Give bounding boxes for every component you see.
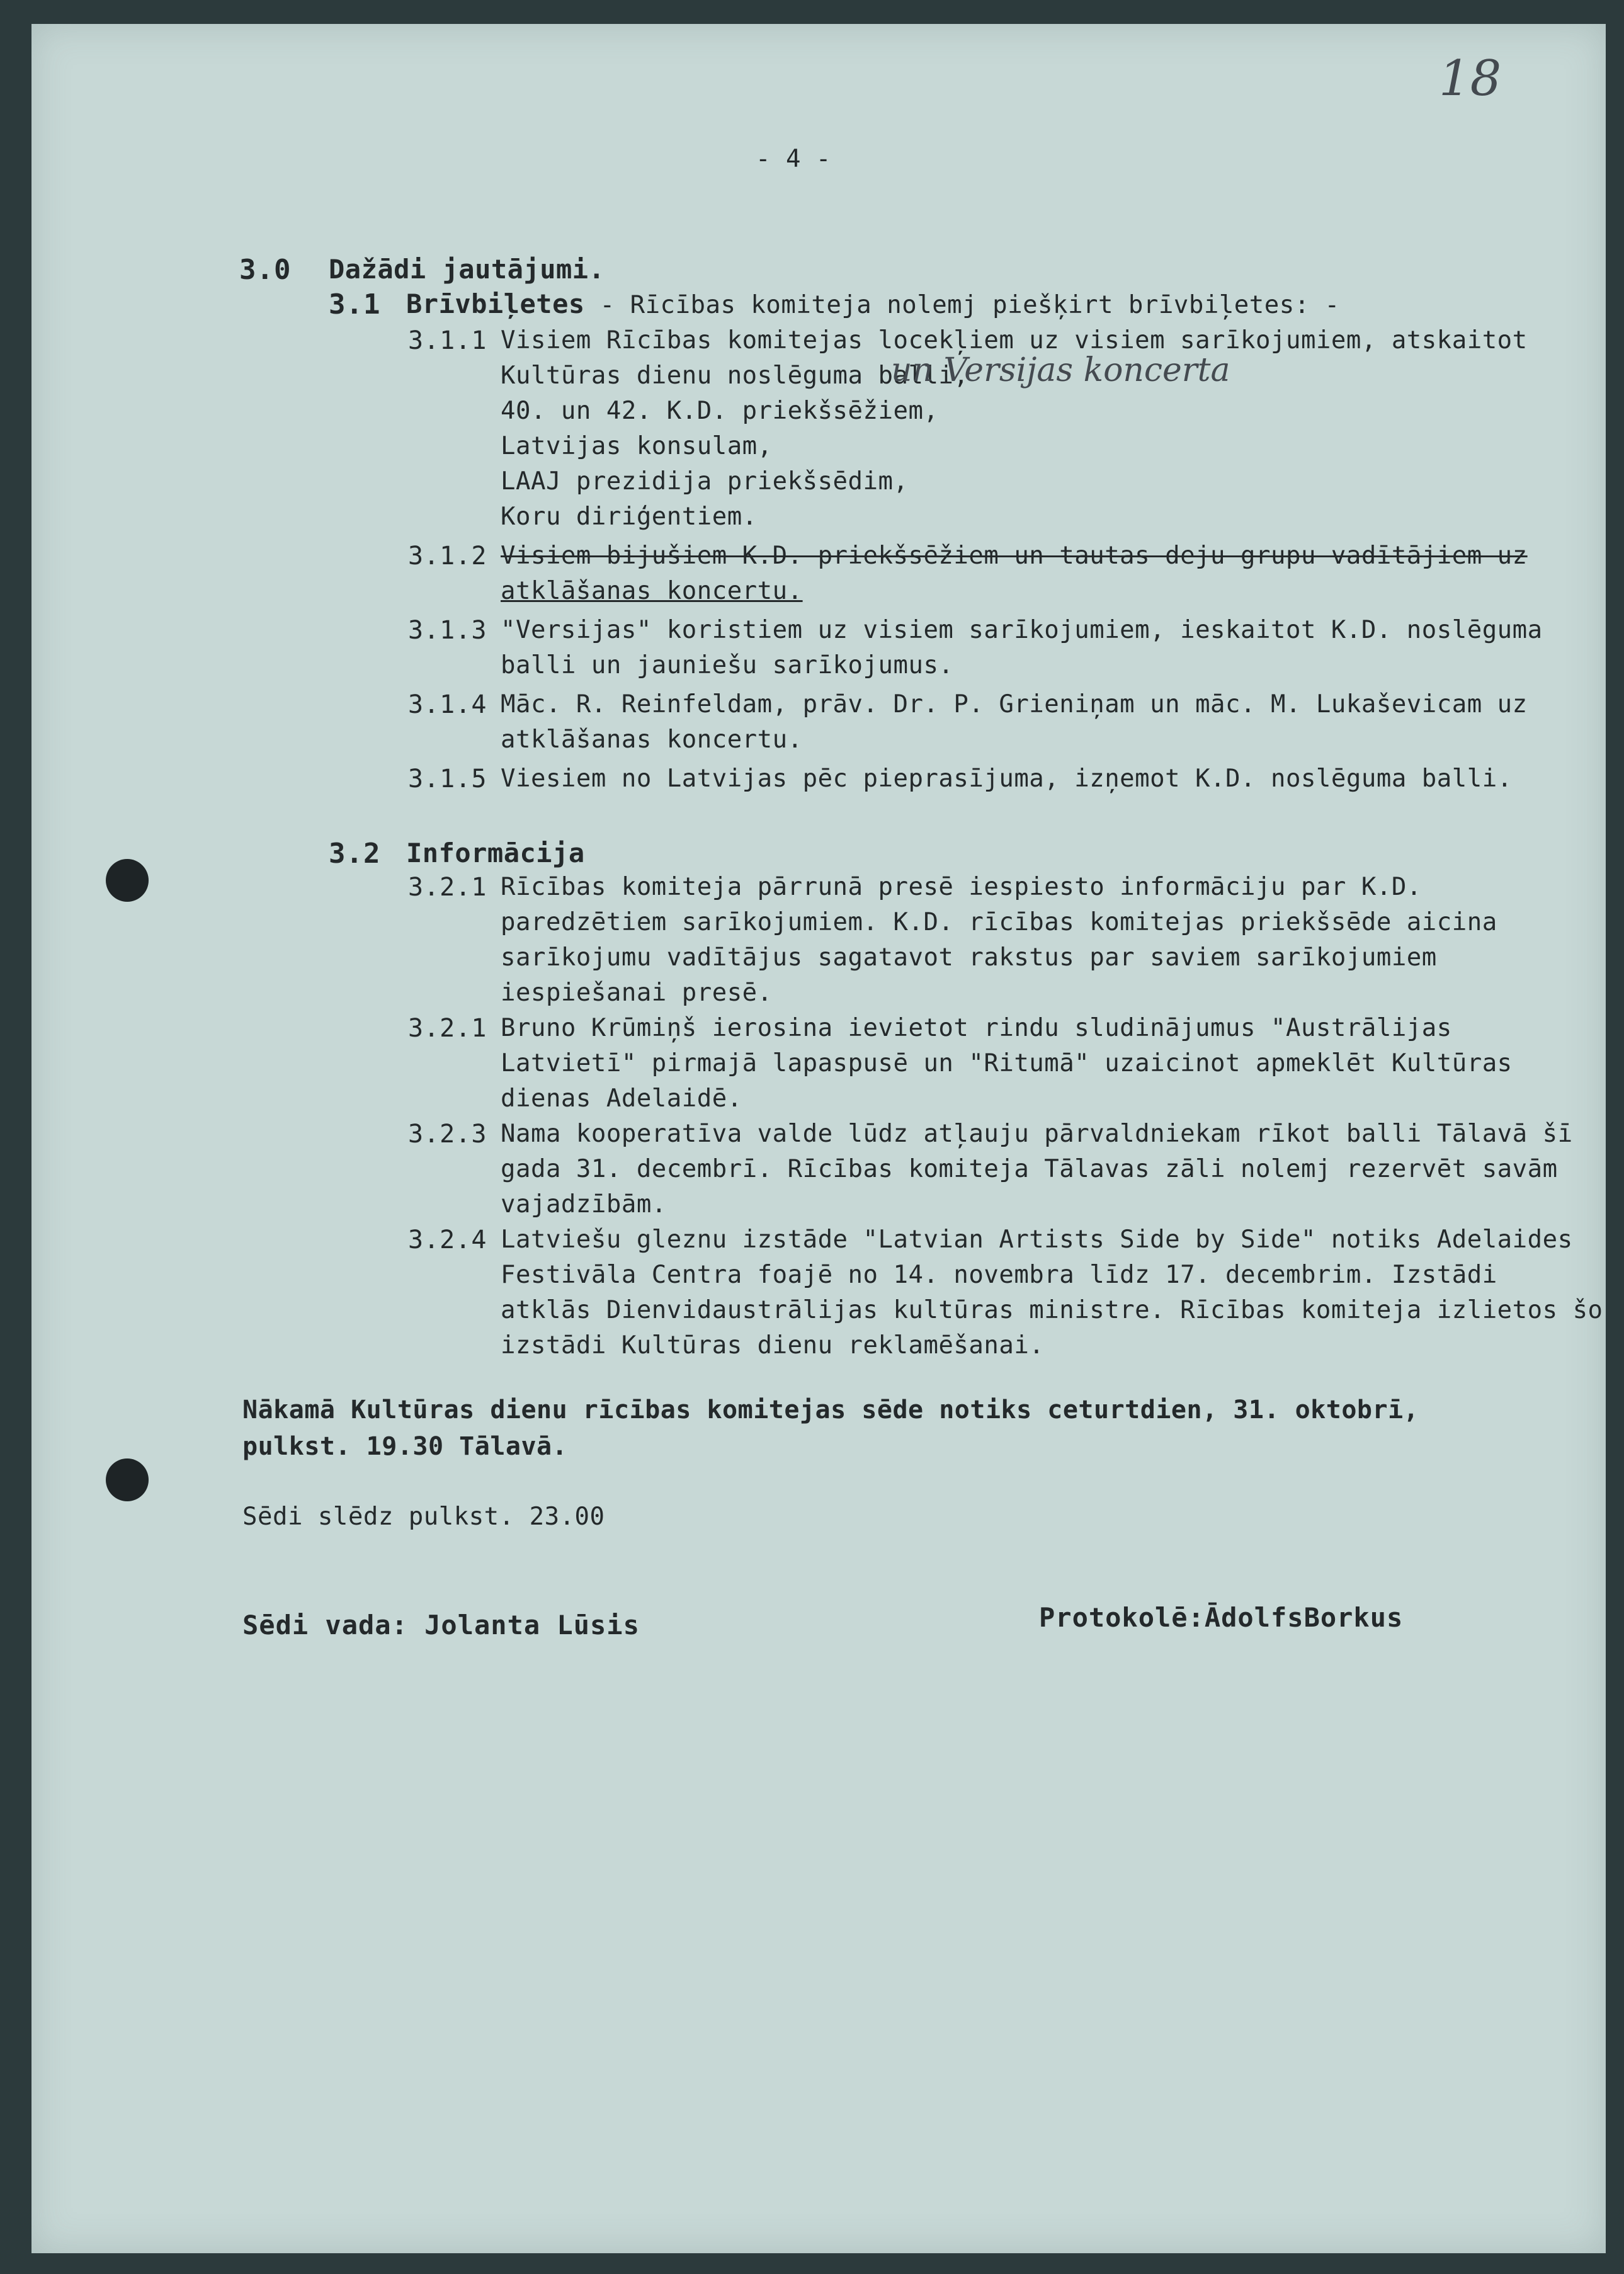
item-line: Latvietī" pirmajā lapaspusē un "Ritumā" uzaicinot apmeklēt Kultūras bbox=[501, 1049, 1513, 1077]
item-line: izstādi Kultūras dienu reklamēšanai. bbox=[501, 1331, 1045, 1360]
item-number: 3.2.1 bbox=[408, 1014, 487, 1043]
item-number: 3.2.1 bbox=[408, 873, 487, 902]
item-line: gada 31. decembrī. Rīcības komiteja Tālavas zāli nolemj rezervēt savām bbox=[501, 1155, 1558, 1183]
chair-line: Sēdi vada: Jolanta Lūsis bbox=[242, 1610, 640, 1640]
item-line: Nama kooperatīva valde lūdz atļauju pārvaldniekam rīkot balli Tālavā šī bbox=[501, 1120, 1573, 1148]
item-line: Kultūras dienu noslēguma balli, bbox=[501, 361, 969, 390]
item-line: LAAJ prezidija priekšsēdim, bbox=[501, 467, 909, 496]
handwritten-addition: un Versijas koncerta bbox=[891, 351, 1230, 389]
item-line: atklāšanas koncertu. bbox=[501, 725, 803, 754]
item-line: 40. un 42. K.D. priekšsēžiem, bbox=[501, 397, 939, 425]
item-line: Visiem Rīcības komitejas locekļiem uz visiem sarīkojumiem, atskaitot bbox=[501, 326, 1528, 355]
underlined-item-line: atklāšanas koncertu. bbox=[501, 577, 803, 605]
section-number: 3.0 bbox=[239, 254, 292, 286]
sub1-title: Brīvbiļetes bbox=[406, 288, 585, 319]
next-meeting-line: Nākamā Kultūras dienu rīcības komitejas sēde notiks ceturtdien, 31. oktobrī, bbox=[242, 1396, 1419, 1424]
next-meeting-line: pulkst. 19.30 Tālavā. bbox=[242, 1432, 568, 1461]
item-number: 3.1.4 bbox=[408, 690, 487, 719]
item-line: dienas Adelaidē. bbox=[501, 1084, 742, 1113]
item-line: paredzētiem sarīkojumiem. K.D. rīcības komitejas priekšsēde aicina bbox=[501, 908, 1497, 936]
item-line: Koru diriģentiem. bbox=[501, 503, 758, 531]
closing-note: Sēdi slēdz pulkst. 23.00 bbox=[242, 1503, 605, 1531]
item-number: 3.2.4 bbox=[408, 1225, 487, 1254]
item-number: 3.1.3 bbox=[408, 616, 487, 645]
item-line: Latvijas konsulam, bbox=[501, 432, 773, 460]
sub1-number: 3.1 bbox=[329, 288, 381, 321]
item-line: sarīkojumu vadītājus sagatavot rakstus par saviem sarīkojumiem bbox=[501, 943, 1437, 972]
item-line: balli un jauniešu sarīkojumus. bbox=[501, 651, 954, 679]
punch-hole-bottom bbox=[106, 1458, 149, 1501]
item-number: 3.2.3 bbox=[408, 1120, 487, 1149]
item-line: Rīcības komiteja pārrunā presē iespiesto informāciju par K.D. bbox=[501, 873, 1422, 901]
item-line: iespiešanai presē. bbox=[501, 979, 773, 1007]
sub2-title: Informācija bbox=[406, 838, 585, 868]
item-number: 3.1.5 bbox=[408, 765, 487, 793]
item-line: Viesiem no Latvijas pēc pieprasījuma, izņemot K.D. noslēguma balli. bbox=[501, 765, 1513, 793]
item-line: Festivāla Centra foajē no 14. novembra līdz 17. decembrim. Izstādi bbox=[501, 1261, 1497, 1289]
item-number: 3.1.2 bbox=[408, 542, 487, 571]
item-line: vajadzībām. bbox=[501, 1190, 667, 1219]
punch-hole-top bbox=[106, 859, 149, 902]
item-line: Māc. R. Reinfeldam, prāv. Dr. P. Grieniņam un māc. M. Lukaševicam uz bbox=[501, 690, 1528, 719]
item-line: Latviešu gleznu izstāde "Latvian Artists Side by Side" notiks Adelaides bbox=[501, 1225, 1573, 1254]
folio-number: 18 bbox=[1439, 50, 1502, 107]
sub1-heading bbox=[406, 288, 1340, 319]
section-title: Dažādi jautājumi. bbox=[329, 254, 605, 285]
item-line: atklās Dienvidaustrālijas kultūras ministre. Rīcības komiteja izlietos šo bbox=[501, 1296, 1603, 1324]
item-line: Bruno Krūmiņš ierosina ievietot rindu sludinājumus "Austrālijas bbox=[501, 1014, 1452, 1042]
struck-item-line: Visiem bijušiem K.D. priekšsēžiem un tautas deju grupu vadītājiem uz bbox=[501, 542, 1528, 570]
sub2-number: 3.2 bbox=[329, 838, 381, 870]
secretary-line: Protokolē:ĀdolfsBorkus bbox=[1039, 1602, 1404, 1633]
page-number: - 4 - bbox=[756, 145, 831, 173]
item-number: 3.1.1 bbox=[408, 326, 487, 355]
item-line: "Versijas" koristiem uz visiem sarīkojumiem, ieskaitot K.D. noslēguma bbox=[501, 616, 1543, 644]
document-page bbox=[31, 24, 1606, 2253]
sub1-intro: - Rīcības komiteja nolemj piešķirt brīvbiļetes: - bbox=[584, 291, 1340, 319]
